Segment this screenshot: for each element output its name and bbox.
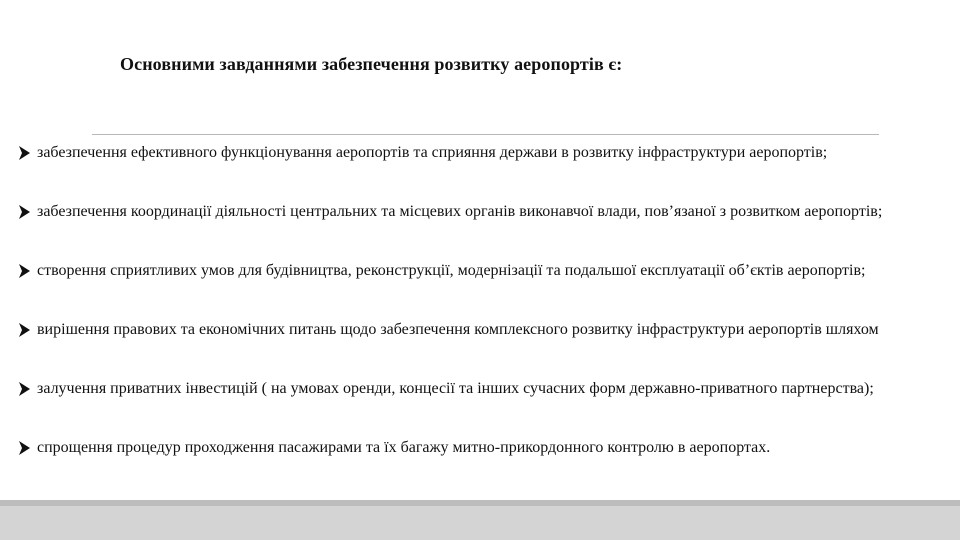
arrowhead-bullet-icon bbox=[18, 381, 31, 397]
bullet-item bbox=[18, 379, 953, 438]
bullet-text: вирішення правових та економічних питань щодо забезпечення комплексного розвитку інфраструктури аеропортів шляхом bbox=[37, 321, 879, 338]
bullet-item bbox=[18, 438, 953, 497]
bullet-item bbox=[18, 202, 953, 261]
bullet-text: залучення приватних інвестицій ( на умовах оренди, концесії та інших сучасних форм державно-приватного партнерства); bbox=[37, 380, 874, 397]
bullet-text: забезпечення ефективного функціонування аеропортів та сприяння держави в розвитку інфраструктури аеропортів; bbox=[37, 144, 828, 161]
title-divider bbox=[92, 134, 879, 135]
bullet-item bbox=[18, 143, 953, 202]
bullet-item bbox=[18, 261, 953, 320]
bullet-text: забезпечення координації діяльності центральних та місцевих органів виконавчої влади, пов’язаної з розвитком аеропортів; bbox=[37, 203, 883, 220]
arrowhead-bullet-icon bbox=[18, 204, 31, 220]
bullet-list bbox=[18, 143, 953, 497]
footer-bar bbox=[0, 500, 960, 540]
arrowhead-bullet-icon bbox=[18, 263, 31, 279]
bullet-item bbox=[18, 320, 953, 379]
arrowhead-bullet-icon bbox=[18, 440, 31, 456]
bullet-text: створення сприятливих умов для будівництва, реконструкції, модернізації та подальшої експлуатації об’єктів аеропортів; bbox=[37, 262, 866, 279]
slide-title: Основними завданнями забезпечення розвитку аеропортів є: bbox=[120, 54, 623, 74]
arrowhead-bullet-icon bbox=[18, 322, 31, 338]
bullet-text: спрощення процедур проходження пасажирами та їх багажу митно-прикордонного контролю в аеропортах. bbox=[37, 439, 771, 456]
arrowhead-bullet-icon bbox=[18, 145, 31, 161]
